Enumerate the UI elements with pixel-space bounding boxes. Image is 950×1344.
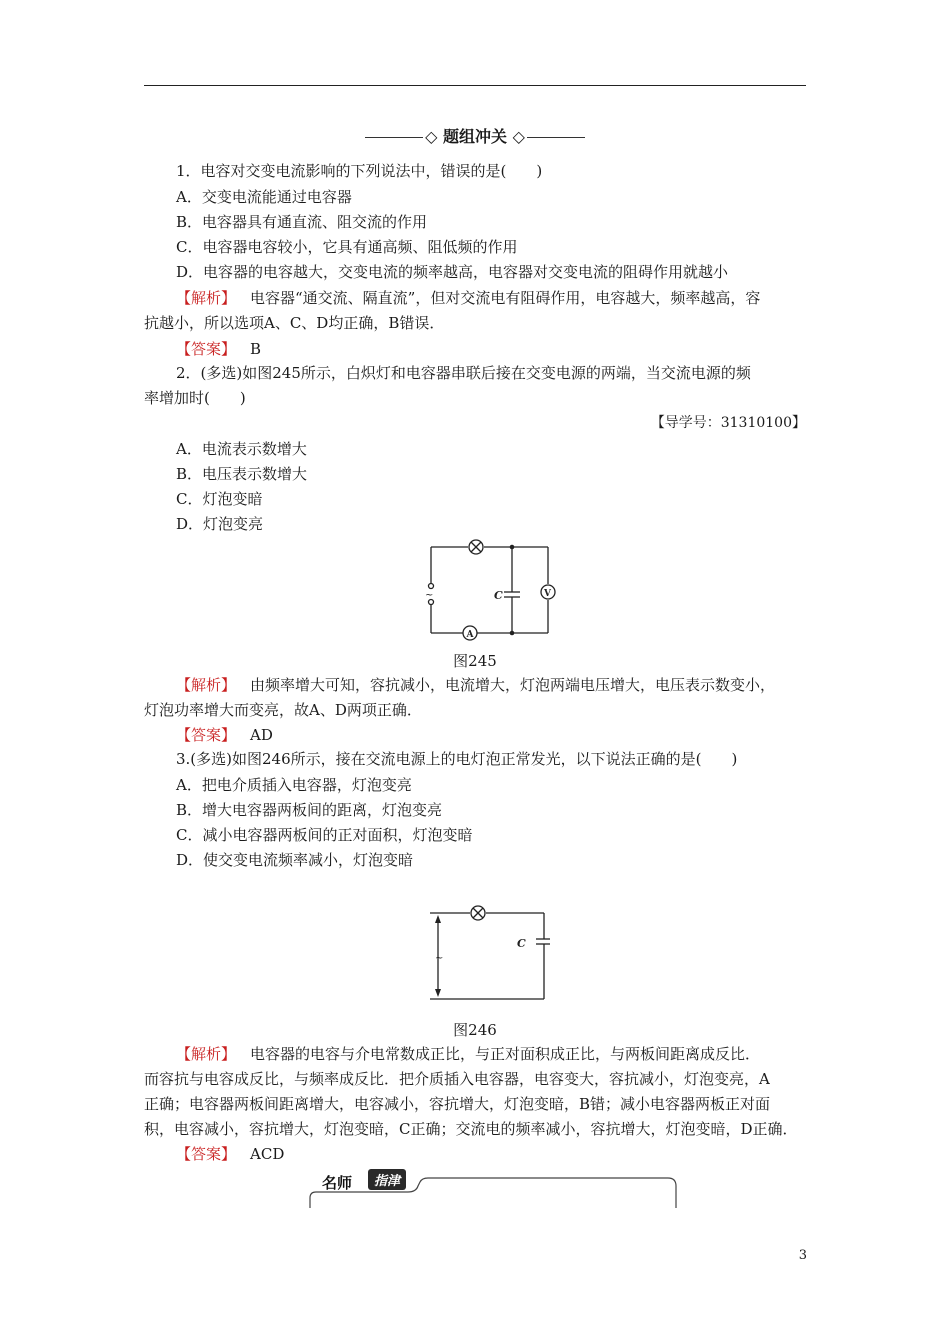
q3-stem: 3.(多选)如图246所示，接在交流电源上的电灯泡正常发光，以下说法正确的是( ) (176, 750, 738, 768)
voltmeter-label: V (544, 589, 551, 599)
q2-stem-line1: 2．(多选)如图245所示，白炽灯和电容器串联后接在交变电源的两端，当交流电源的频 (176, 364, 751, 382)
q1-option-c: C．电容器电容较小，它具有通高频、阻低频的作用 (176, 238, 518, 256)
source-label: ~ (435, 953, 444, 964)
q3-analysis-line1: 【解析】 电容器的电容与介电常数成正比，与正对面积成正比，与两板间距离成反比． (176, 1045, 761, 1063)
figure-caption-246: 图246 (453, 1021, 497, 1039)
q3-analysis-line4: 积，电容减小，容抗增大，灯泡变暗，C正确；交流电的频率减小，容抗增大，灯泡变暗，D正确． (144, 1120, 798, 1138)
q3-option-d: D．使交变电流频率减小，灯泡变暗 (176, 851, 414, 869)
answer-tag: 【答案】 (176, 726, 237, 744)
q1-analysis-line2: 抗越小，所以选项A、C、D均正确，B错误． (144, 314, 445, 332)
q3-option-a: A．把电介质插入电容器，灯泡变亮 (176, 776, 412, 794)
circuit-diagram-246 (426, 900, 550, 1006)
section-title-text: 题组冲关 (442, 127, 507, 146)
q2-option-a: A．电流表示数增大 (176, 440, 307, 458)
ammeter-label: A (466, 630, 474, 640)
header-rule (144, 85, 806, 86)
q1-stem: 1．电容对交变电流影响的下列说法中，错误的是( ) (176, 162, 543, 180)
q3-answer: 【答案】 ACD (176, 1145, 285, 1163)
q3-option-c: C．减小电容器两板间的正对面积，灯泡变暗 (176, 826, 473, 844)
q2-analysis-line1: 【解析】 由频率增大可知，容抗减小，电流增大，灯泡两端电压增大，电压表示数变小， (176, 676, 776, 694)
section-title: ◇ 题组冲关 ◇ (0, 124, 950, 147)
capacitor-label: C (494, 589, 503, 602)
circuit-diagram-245 (420, 537, 560, 641)
q1-option-a: A．交变电流能通过电容器 (176, 188, 352, 206)
q2-analysis-line2: 灯泡功率增大而变亮，故A、D两项正确． (144, 701, 422, 719)
analysis-tag: 【解析】 (176, 1045, 237, 1063)
capacitor-label: C (517, 937, 526, 950)
answer-tag: 【答案】 (176, 340, 237, 358)
answer-tag: 【答案】 (176, 1145, 237, 1163)
q2-option-d: D．灯泡变亮 (176, 515, 264, 533)
reference-number: 【导学号：31310100】 (650, 415, 806, 431)
q2-option-c: C．灯泡变暗 (176, 490, 263, 508)
analysis-tag: 【解析】 (176, 289, 237, 307)
q3-analysis-line2: 而容抗与电容成反比，与频率成反比．把介质插入电容器，电容变大，容抗减小，灯泡变亮，A (144, 1070, 770, 1088)
q1-option-b: B．电容器具有通直流、阻交流的作用 (176, 213, 428, 231)
q3-analysis-line3: 正确；电容器两板间距离增大，电容减小，容抗增大，灯泡变暗，B错；减小电容器两板正对面 (144, 1095, 771, 1113)
source-label: ~ (425, 590, 434, 601)
q2-option-b: B．电压表示数增大 (176, 465, 308, 483)
figure-caption-245: 图245 (453, 652, 497, 670)
tip-label: 名师 (322, 1174, 353, 1192)
q1-answer: 【答案】 B (176, 340, 262, 358)
tip-label-badge: 指津 (368, 1169, 406, 1190)
q2-stem-line2: 率增加时( ) (144, 389, 246, 407)
analysis-tag: 【解析】 (176, 676, 237, 694)
q1-option-d: D．电容器的电容越大，交变电流的频率越高，电容器对交变电流的阻碍作用就越小 (176, 263, 729, 281)
q2-answer: 【答案】 AD (176, 726, 273, 744)
teacher-tip-box (308, 1166, 678, 1210)
q3-option-b: B．增大电容器两板间的距离，灯泡变亮 (176, 801, 443, 819)
q1-analysis-line1: 【解析】 电容器“通交流、隔直流”，但对交流电有阻碍作用，电容越大，频率越高，容 (176, 289, 761, 307)
page-number: 3 (798, 1248, 807, 1263)
